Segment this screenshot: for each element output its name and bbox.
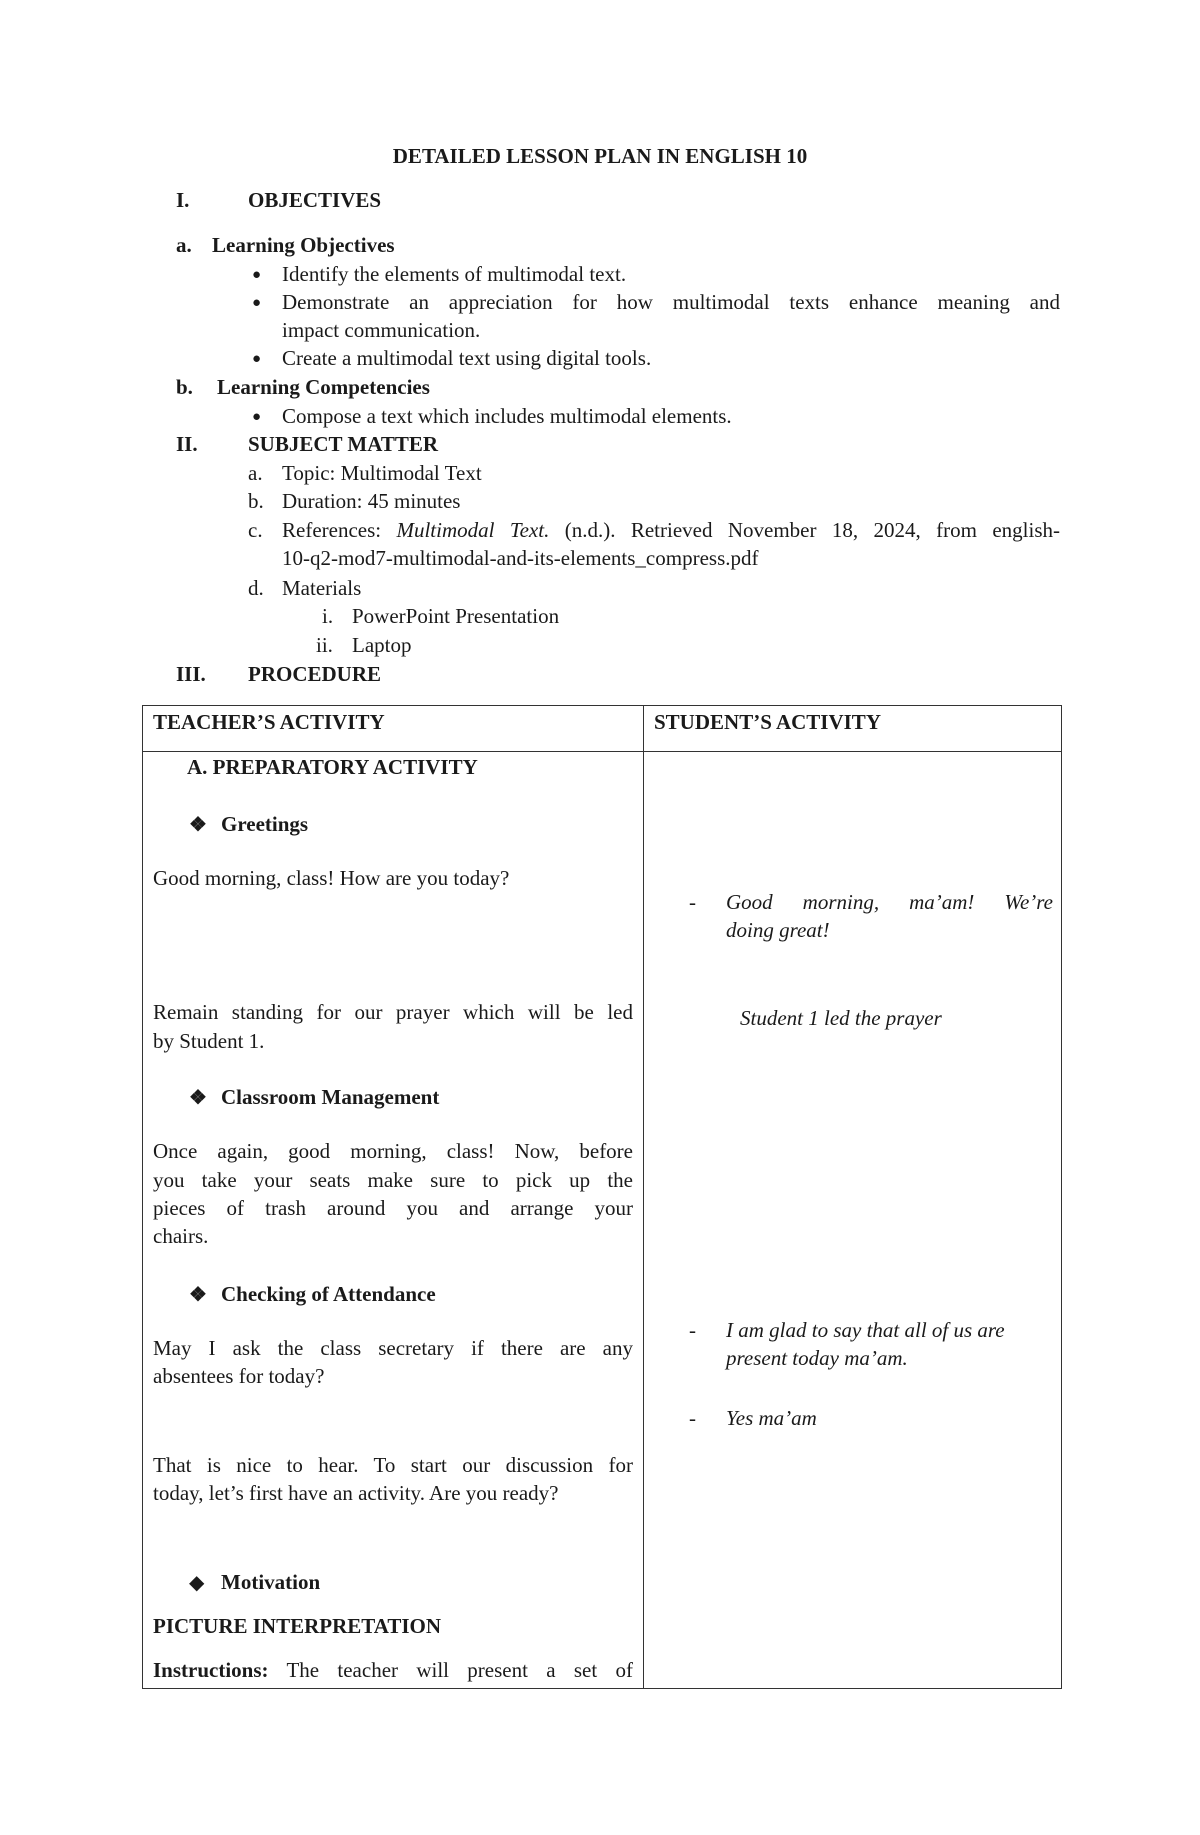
objectives-numeral: I. [176,188,190,212]
attendance-student-line-1: I am glad to say that all of us are [726,1318,1005,1342]
student-activity-header: STUDENT’S ACTIVITY [654,710,881,734]
topic-text: Topic: Multimodal Text [282,461,482,485]
preparatory-activity-heading: A. PREPARATORY ACTIVITY [187,755,478,779]
learning-objectives-letter: a. [176,233,192,257]
teacher-activity-header: TEACHER’S ACTIVITY [153,710,385,734]
classroom-text-line: pieces of trash around you and arrange your [153,1196,633,1220]
dash-icon: - [689,1406,696,1430]
greetings-heading: ❖ Greetings [189,810,308,840]
references-line [282,516,1060,544]
objective-item: Demonstrate an appreciation for how multimodal texts enhance meaning and [282,290,1060,314]
material-item: PowerPoint Presentation [352,604,560,628]
prayer-teacher-line-2: by Student 1. [153,1029,265,1053]
objective-item-continued: impact communication. [282,318,481,342]
instructions-text: The teacher will present a set of [268,1658,633,1682]
procedure-heading: PROCEDURE [248,662,382,686]
learning-competencies-heading: Learning Competencies [217,375,430,399]
learning-competencies-letter: b. [176,375,193,399]
objectives-heading: OBJECTIVES [248,188,382,212]
diamond-bullet-icon: ❖ [189,814,207,836]
ready-student-text: Yes ma’am [726,1406,817,1430]
topic-letter: a. [248,461,263,485]
references-rest: (n.d.). Retrieved November 18, 2024, from english- [549,518,1060,542]
competency-item: Compose a text which includes multimodal elements. [282,404,732,428]
table-column-divider [643,706,644,1688]
instructions-label: Instructions: [153,1658,269,1682]
dash-icon: - [689,890,696,914]
bullet-icon: ● [252,295,262,311]
procedure-table [142,705,1062,1689]
greeting-teacher-text: Good morning, class! How are you today? [153,866,510,890]
dash-icon: - [689,1318,696,1342]
classroom-management-heading: ❖ Classroom Management [189,1083,439,1113]
attendance-teacher-line-1: May I ask the class secretary if there are any [153,1336,633,1360]
material-numeral: ii. [316,633,333,657]
references-title: Multimodal Text. [396,518,550,542]
motivation-heading: ◆ Motivation [189,1568,320,1598]
procedure-numeral: III. [176,662,206,686]
picture-interpretation-heading: PICTURE INTERPRETATION [153,1614,442,1638]
references-letter: c. [248,518,263,542]
diamond-bullet-icon: ◆ [189,1572,205,1594]
greeting-student-line-1: Good morning, ma’am! We’re [726,890,1053,914]
duration-letter: b. [248,489,264,513]
bullet-icon: ● [252,409,262,425]
objective-item: Identify the elements of multimodal text. [282,262,627,286]
attendance-teacher-line-2: absentees for today? [153,1364,325,1388]
bullet-icon: ● [252,267,262,283]
learning-objectives-heading: Learning Objectives [212,233,395,257]
prayer-teacher-line-1: Remain standing for our prayer which will be led [153,1000,633,1024]
page-title: DETAILED LESSON PLAN IN ENGLISH 10 [392,144,808,168]
classroom-text-line: chairs. [153,1224,209,1248]
greeting-student-line-2: doing great! [726,918,830,942]
objective-item: Create a multimodal text using digital tools. [282,346,652,370]
materials-letter: d. [248,576,264,600]
subject-matter-numeral: II. [176,432,198,456]
references-line-2: 10-q2-mod7-multimodal-and-its-elements_compress.pdf [282,546,759,570]
attendance-heading: ❖ Checking of Attendance [189,1280,436,1310]
material-numeral: i. [322,604,334,628]
attendance-student-line-2: present today ma’am. [726,1346,908,1370]
references-prefix: References: [282,518,397,542]
prayer-student-text: Student 1 led the prayer [740,1006,942,1030]
ready-teacher-line-2: today, let’s first have an activity. Are you ready? [153,1481,559,1505]
diamond-bullet-icon: ❖ [189,1284,207,1306]
ready-teacher-line-1: That is nice to hear. To start our discussion for [153,1453,633,1477]
classroom-text-line: you take your seats make sure to pick up the [153,1168,633,1192]
instructions-line [153,1656,633,1685]
duration-text: Duration: 45 minutes [282,489,461,513]
classroom-text-line: Once again, good morning, class! Now, before [153,1139,633,1163]
bullet-icon: ● [252,351,262,367]
material-item: Laptop [352,633,412,657]
materials-heading: Materials [282,576,362,600]
diamond-bullet-icon: ❖ [189,1087,207,1109]
subject-matter-heading: SUBJECT MATTER [248,432,439,456]
table-header-divider [143,751,1061,752]
